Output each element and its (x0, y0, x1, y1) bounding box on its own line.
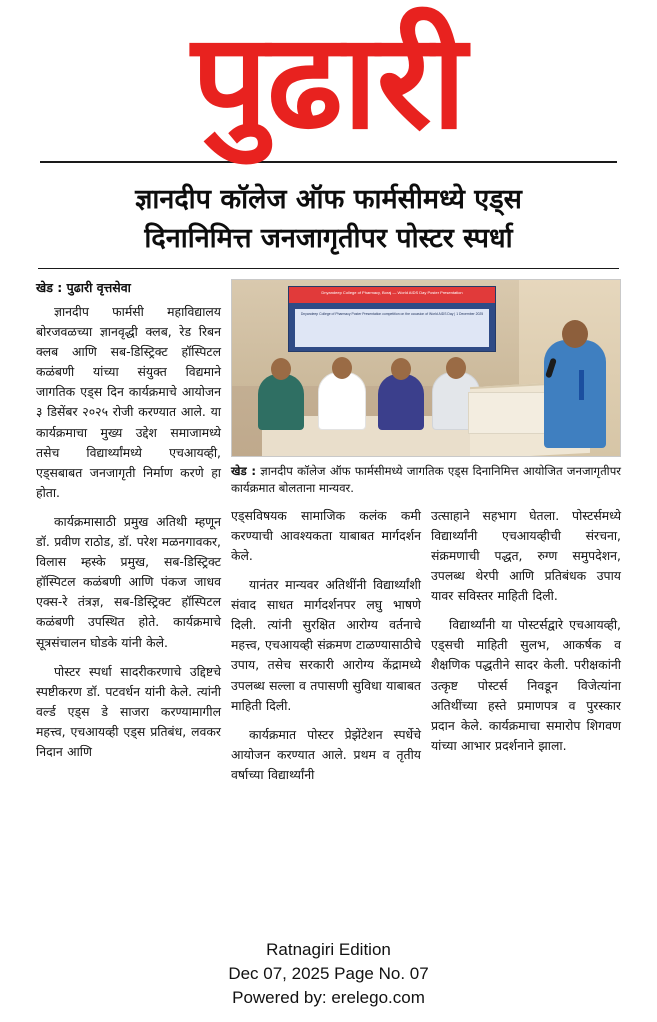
photo-caption-text: ज्ञानदीप कॉलेज ऑफ फार्मसीमध्ये जागतिक एड्स दिनानिमित्त आयोजित जनजागृतीपर कार्यक्रमात बोलताना मान्यवर. (231, 464, 622, 496)
photo-person-head (332, 357, 352, 379)
photo-person (378, 374, 424, 430)
paragraph: कार्यक्रमात पोस्टर प्रेझेंटेशन स्पर्धेचे आयोजन करण्यात आले. प्रथम व तृतीय वर्षाच्या विद्यार्थ्यांनी (231, 726, 421, 782)
masthead-title: पुढारी (191, 5, 466, 159)
photo-person-head (446, 357, 466, 379)
photo-caption-location: खेड : (231, 464, 256, 479)
headline-line-1: ज्ञानदीप कॉलेज ऑफ फार्मसीमध्ये एड्स (135, 184, 522, 216)
screen-banner-text: Dnyandeep College of Pharmacy, Boraj — World AIDS Day Poster Presentation (289, 287, 495, 303)
photo-lanyard (579, 370, 584, 400)
page-footer (0, 940, 657, 1008)
photo-speaker (544, 340, 606, 448)
article-column-1 (36, 279, 221, 771)
projector-screen (288, 286, 496, 352)
photo-block (231, 279, 621, 498)
masthead-divider (40, 161, 617, 163)
paragraph: उत्साहाने सहभाग घेतला. पोस्टर्समध्ये विद्यार्थ्यांनी एचआयव्हीची संरचना, संक्रमणाची पद्धत, रुग्ण समुपदेशन, उपलब्ध थेरपी आणि प्रतिबंधक उपाय यावर सविस्तर माहिती दिली. (431, 507, 621, 604)
article-right-block (231, 279, 621, 794)
article-headline (42, 181, 615, 258)
article-column-3 (431, 506, 621, 794)
paragraph: विद्यार्थ्यांनी या पोस्टर्सद्वारे एचआयव्ही, एड्सची माहिती सुलभ, आकर्षक व शैक्षणिक पद्धतीने सादर केली. परीक्षकांनी उत्कृष्ट पोस्टर्स निवडून विजेत्यांना अतिथींच्या हस्ते प्रमाणपत्र व पुरस्कार प्रदान केले. कार्यक्रमाचा समारोप शिगवण यांच्या आभार प्रदर्शनाने झाला. (431, 617, 621, 753)
photo-speaker-head (562, 320, 588, 348)
paragraph: पोस्टर स्पर्धा सादरीकरणाचे उद्दिष्टचे स्पष्टीकरण डॉ. पटवर्धन यांनी केले. त्यांनी वर्ल्ड एड्स डे साजरा करण्यामागील महत्त्व, एचआयव्ही एड्स प्रतिबंध, लवकर निदान आणि (36, 663, 221, 759)
article-photo (231, 279, 621, 457)
byline: खेड : पुढारी वृत्तसेवा (36, 280, 131, 296)
photo-person (318, 372, 366, 430)
edition-label: Ratnagiri Edition (266, 940, 391, 959)
photo-person-head (391, 358, 411, 380)
paragraph: ज्ञानदीप फार्मसी महाविद्यालय बोरजवळच्या ज्ञानवृद्धी क्लब, रेड रिबन क्लब आणि सब-डिस्ट्रिक्ट हॉस्पिटल कळंबणी यांच्या संयुक्त विद्यमाने जागतिक एड्स दिन कार्यक्रमाचे आयोजन ३ डिसेंबर २०२५ रोजी करण्यात आले. या कार्यक्रमाचा मुख्य उद्देश समाजामध्ये तसेच विद्यार्थ्यांमध्ये एचआयव्ही, एड्सबाबत जनजागृती निर्माण करणे हा होता. (36, 304, 221, 500)
article-column-2 (231, 506, 421, 794)
screen-body-text: Dnyandeep College of Pharmacy Poster Presentation competition on the occasion of World AIDS Day | 1 December 2025 (295, 309, 489, 347)
headline-divider (38, 268, 619, 269)
photo-person-head (271, 358, 291, 380)
article-body (36, 279, 621, 794)
paragraph: यानंतर मान्यवर अतिथींनी विद्यार्थ्यांशी संवाद साधत मार्गदर्शनपर लघु भाषणे दिली. त्यांनी सुरक्षित आरोग्य वर्तनाचे महत्त्व, एचआयव्ही संक्रमण टाळण्यासाठीचे उपाय, तसेच सरकारी आरोग्य केंद्रामध्ये उपलब्ध सल्ला व तपासणी सुविधा याबाबत माहिती दिली. (231, 577, 421, 713)
lower-columns (231, 506, 621, 794)
paragraph: एड्सविषयक सामाजिक कलंक कमी करण्याची आवश्यकता याबाबत मार्गदर्शन केले. (231, 507, 421, 563)
powered-by-label: Powered by: erelego.com (232, 988, 425, 1007)
date-page-label: Dec 07, 2025 Page No. 07 (228, 964, 429, 983)
photo-person (258, 374, 304, 430)
headline-line-2: दिनानिमित्त जनजागृतीपर पोस्टर स्पर्धा (144, 222, 513, 254)
masthead (36, 0, 621, 165)
paragraph: कार्यक्रमासाठी प्रमुख अतिथी म्हणून डॉ. प्रवीण राठोड, डॉ. परेश मळनगावकर, विलास म्हस्के प्रमुख, सब-डिस्ट्रिक्ट हॉस्पिटल कळंबणी आणि पंकज जाधव एक्स-रे तंत्रज्ञ, सब-डिस्ट्रिक्ट हॉस्पिटल कळंबणी उपस्थित होते. कार्यक्रमाचे सूत्रसंचालन घोडके यांनी केले. (36, 513, 221, 650)
photo-caption (231, 463, 621, 498)
